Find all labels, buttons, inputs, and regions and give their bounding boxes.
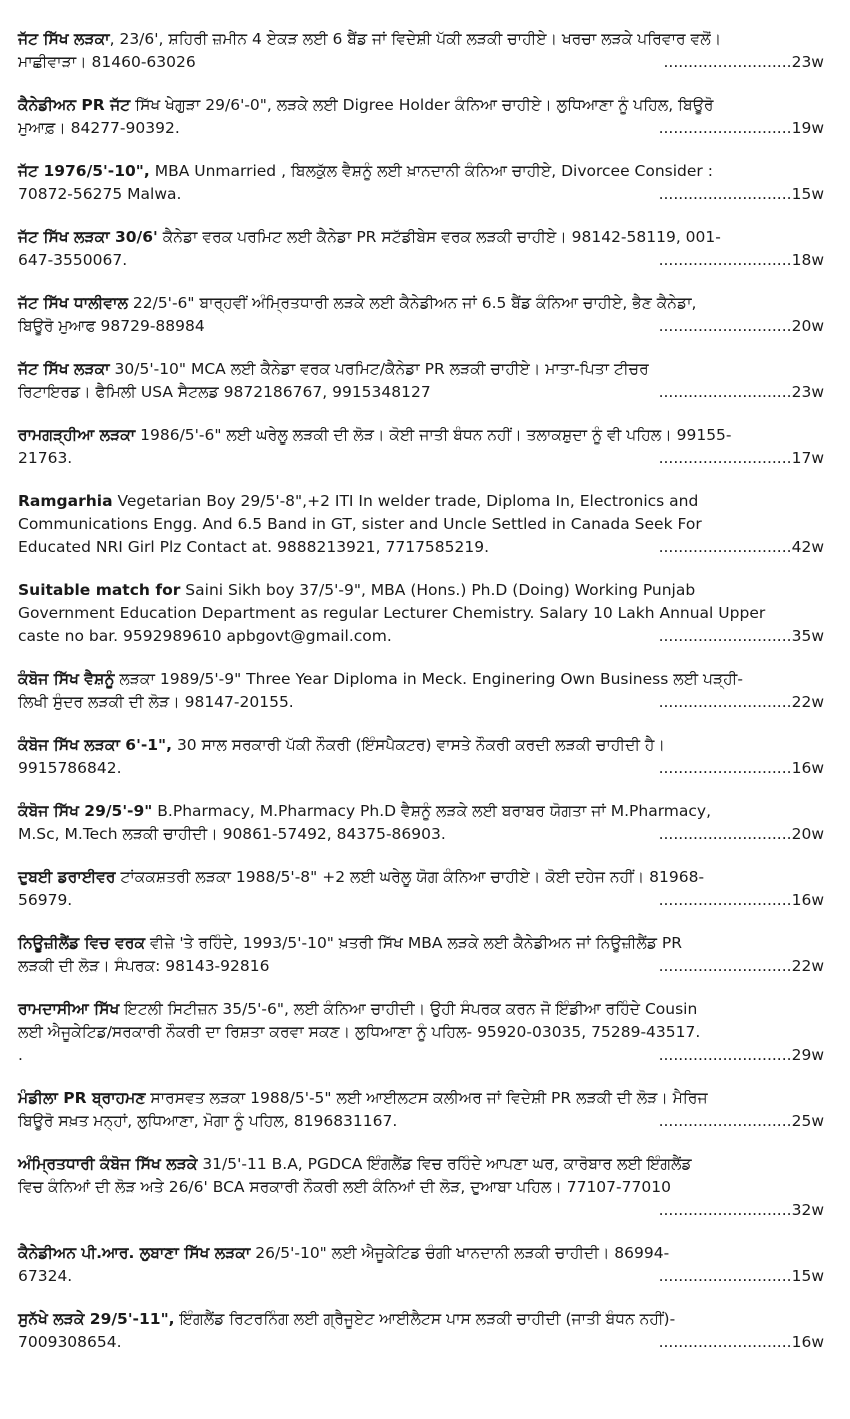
ad-contact: 7009308654. xyxy=(18,1333,122,1351)
ad-lead: ਕੈਨੇਡੀਅਨ PR ਜੱਟ xyxy=(18,96,131,114)
ad-text: 1986/5'-6" ਲਈ ਘਰੇਲੂ ਲੜਕੀ ਦੀ ਲੋੜ। ਕੋਈ ਜਾਤੀ ਬੰਧਨ ਨਹੀਂ। ਤਲਾਕਸ਼ੁਦਾ ਨੂੰ ਵੀ ਪਹਿਲ। 99155- xyxy=(135,426,732,444)
ad-text: 26/5'-10" ਲਈ ਐਜੂਕੇਟਿਡ ਚੰਗੀ ਖਾਨਦਾਨੀ ਲੜਕੀ ਚਾਹੀਦੀ। 86994- xyxy=(250,1244,670,1262)
ad-text: ਸਾਰਸਵਤ ਲੜਕਾ 1988/5'-5" ਲਈ ਆਈਲਟਸ ਕਲੀਅਰ ਜਾਂ ਵਿਦੇਸ਼ੀ PR ਲੜਕੀ ਦੀ ਲੋੜ। ਮੈਰਿਜ xyxy=(145,1089,708,1107)
ad-text-line xyxy=(18,734,824,757)
ad-listing xyxy=(18,28,824,74)
ad-contact: ਮੁਆਫ਼। 84277-90392. xyxy=(18,119,180,137)
ad-text: 30/5'-10" MCA ਲਈ ਕੈਨੇਡਾ ਵਰਕ ਪਰਮਿਟ/ਕੈਨੇਡਾ PR ਲੜਕੀ ਚਾਹੀਏ। ਮਾਤਾ-ਪਿਤਾ ਟੀਚਰ xyxy=(109,360,649,378)
ad-word-count: ...........................17w xyxy=(658,449,824,467)
ad-text: ਵੀਜ਼ੇ 'ਤੇ ਰਹਿੰਦੇ, 1993/5'-10" ਖ਼ਤਰੀ ਸਿੱਖ MBA ਲੜਕੇ ਲਈ ਕੈਨੇਡੀਅਨ ਜਾਂ ਨਿਊਜ਼ੀਲੈਂਡ PR xyxy=(145,934,682,952)
ad-last-line xyxy=(18,117,824,140)
ad-lead: Suitable match for xyxy=(18,581,181,599)
ad-word-count: ...........................23w xyxy=(658,383,824,401)
ad-word-count: ...........................16w xyxy=(658,1333,824,1351)
ad-lead: ਸੁਨੱਖੇ ਲੜਕੇ 29/5'-11", xyxy=(18,1310,175,1328)
ad-lead: ਜੱਟ 1976/5'-10", xyxy=(18,162,150,180)
ad-last-line xyxy=(18,889,824,912)
ad-lead: ਅੰਮ੍ਰਿਤਧਾਰੀ ਕੰਬੋਜ ਸਿੱਖ ਲੜਕੇ xyxy=(18,1155,198,1173)
ad-lead: ਜੱਟ ਸਿੱਖ ਲੜਕਾ xyxy=(18,360,110,378)
ad-contact: ਰਿਟਾਇਰਡ। ਫੈਮਿਲੀ USA ਸੈਟਲਡ 9872186767, 9915348127 xyxy=(18,383,431,401)
ad-lead: ਕੰਬੋਜ ਸਿੱਖ ਵੈਸ਼ਨੂੰ xyxy=(18,670,115,688)
ad-text: MBA Unmarried , ਬਿਲਕੁੱਲ ਵੈਸ਼ਨੂੰ ਲਈ ਖ਼ਾਨਦਾਨੀ ਕੰਨਿਆ ਚਾਹੀਏ, Divorcee Consider : xyxy=(149,162,713,180)
ad-text: 30 ਸਾਲ ਸਰਕਾਰੀ ਪੱਕੀ ਨੌਕਰੀ (ਇੰਸਪੈਕਟਰ) ਵਾਸਤੇ ਨੌਕਰੀ ਕਰਦੀ ਲੜਕੀ ਚਾਹੀਦੀ ਹੈ। xyxy=(172,736,665,754)
ad-last-line xyxy=(18,1044,824,1067)
ad-text: ਇਟਲੀ ਸਿਟੀਜ਼ਨ 35/5'-6", ਲਈ ਕੰਨਿਆ ਚਾਹੀਦੀ। ਉਹੀ ਸੰਪਰਕ ਕਰਨ ਜੋ ਇੰਡੀਆ ਰਹਿੰਦੇ Cousin xyxy=(119,1000,698,1018)
ad-listing xyxy=(18,866,824,912)
ad-last-line xyxy=(18,1331,824,1354)
ad-word-count: ...........................15w xyxy=(658,1267,824,1285)
ad-text-line xyxy=(18,1087,824,1110)
ad-lead: ਨਿਊਜ਼ੀਲੈਂਡ ਵਿਚ ਵਰਕ xyxy=(18,934,146,952)
ad-word-count: ...........................42w xyxy=(658,538,824,556)
ad-word-count: ...........................35w xyxy=(658,627,824,645)
ad-listing xyxy=(18,932,824,978)
ad-text-line xyxy=(18,226,824,249)
ad-text-line xyxy=(18,1242,824,1265)
ad-text-line xyxy=(18,292,824,315)
ad-text-line xyxy=(18,160,824,183)
ad-listing xyxy=(18,1242,824,1288)
ad-word-count: ...........................15w xyxy=(658,185,824,203)
ad-contact: 9915786842. xyxy=(18,759,122,777)
ad-last-line xyxy=(18,1265,824,1288)
ad-lead: ਜੱਟ ਸਿੱਖ ਲੜਕਾ 30/6' xyxy=(18,228,158,246)
ad-text-line xyxy=(18,800,824,823)
ad-listing xyxy=(18,734,824,780)
ad-listing xyxy=(18,579,824,648)
ad-contact: ਲੜਕੀ ਦੀ ਲੋੜ। ਸੰਪਰਕ: 98143-92816 xyxy=(18,957,270,975)
ad-text-line xyxy=(18,579,824,602)
ad-contact: 647-3550067. xyxy=(18,251,128,269)
ad-text: 31/5'-11 B.A, PGDCA ਇੰਗਲੈਂਡ ਵਿਚ ਰਹਿੰਦੇ ਆਪਣਾ ਘਰ, ਕਾਰੋਬਾਰ ਲਈ ਇੰਗਲੈਂਡ xyxy=(197,1155,692,1173)
ad-word-count: ...........................25w xyxy=(658,1112,824,1130)
ad-text: 22/5'-6" ਬਾਰ੍ਹਵੀਂ ਅੰਮ੍ਰਿਤਧਾਰੀ ਲੜਕੇ ਲਈ ਕੈਨੇਡੀਅਨ ਜਾਂ 6.5 ਬੈਂਡ ਕੰਨਿਆ ਚਾਹੀਏ, ਭੈਣ ਕੈਨੇਡਾ, xyxy=(127,294,697,312)
ad-text: ਟਾਂਕਕਸ਼ਤਰੀ ਲੜਕਾ 1988/5'-8" +2 ਲਈ ਘਰੇਲੂ ਯੋਗ ਕੰਨਿਆ ਚਾਹੀਏ। ਕੋਈ ਦਹੇਜ ਨਹੀਂ। 81968- xyxy=(115,868,705,886)
ad-text-line xyxy=(18,668,824,691)
ad-text-line: Communications Engg. And 6.5 Band in GT, sister and Uncle Settled in Canada Seek For xyxy=(18,515,702,533)
ad-listing xyxy=(18,292,824,338)
ad-contact: ਬਿਊਰੋ ਸਖ਼ਤ ਮਨ੍ਹਾਂ, ਲੁਧਿਆਣਾ, ਮੋਗਾ ਨੂੰ ਪਹਿਲ, 8196831167. xyxy=(18,1112,398,1130)
ad-contact: M.Sc, M.Tech ਲੜਕੀ ਚਾਹੀਦੀ। 90861-57492, 84375-86903. xyxy=(18,825,446,843)
ad-word-count: ...........................20w xyxy=(658,825,824,843)
ad-listing xyxy=(18,226,824,272)
ad-last-line xyxy=(18,757,824,780)
ad-word-count: ...........................22w xyxy=(658,957,824,975)
ad-text-line xyxy=(18,28,824,51)
ad-text: B.Pharmacy, M.Pharmacy Ph.D ਵੈਸ਼ਨੂੰ ਲੜਕੇ ਲਈ ਬਰਾਬਰ ਯੋਗਤਾ ਜਾਂ M.Pharmacy, xyxy=(152,802,712,820)
ad-text-line: ਵਿਚ ਕੰਨਿਆਂ ਦੀ ਲੋੜ ਅਤੇ 26/6' BCA ਸਰਕਾਰੀ ਨੌਕਰੀ ਲਈ ਕੰਨਿਆਂ ਦੀ ਲੋੜ, ਦੁਆਬਾ ਪਹਿਲ। 77107-77010 xyxy=(18,1178,671,1196)
ad-word-count: ...........................16w xyxy=(658,891,824,909)
ad-text-line xyxy=(18,424,824,447)
ad-text: Vegetarian Boy 29/5'-8",+2 ITI In welder trade, Diploma In, Electronics and xyxy=(112,492,699,510)
ad-listing xyxy=(18,800,824,846)
ad-word-count: ...........................29w xyxy=(658,1046,824,1064)
ad-listing xyxy=(18,424,824,470)
ad-listing xyxy=(18,94,824,140)
ad-text-line xyxy=(18,1153,824,1176)
ad-listing xyxy=(18,490,824,559)
ad-last-line xyxy=(18,823,824,846)
ad-text: ਲੜਕਾ 1989/5'-9" Three Year Diploma in Meck. Enginering Own Business ਲਈ ਪੜ੍ਹੀ- xyxy=(114,670,743,688)
ad-contact: ਲਿਖੀ ਸੁੰਦਰ ਲੜਕੀ ਦੀ ਲੋੜ। 98147-20155. xyxy=(18,693,294,711)
ad-contact: ਬਿਊਰੋ ਮੁਆਫ 98729-88984 xyxy=(18,317,205,335)
ad-lead: ਜੱਟ ਸਿੱਖ ਧਾਲੀਵਾਲ xyxy=(18,294,128,312)
ad-text: , 23/6', ਸ਼ਹਿਰੀ ਜ਼ਮੀਨ 4 ਏਕੜ ਲਈ 6 ਬੈਂਡ ਜਾਂ ਵਿਦੇਸ਼ੀ ਪੱਕੀ ਲੜਕੀ ਚਾਹੀਏ। ਖਰਚਾ ਲੜਕੇ ਪਰਿਵਾਰ ਵਲੋਂ। xyxy=(109,30,722,48)
ad-contact: 67324. xyxy=(18,1267,73,1285)
ad-lead: Ramgarhia xyxy=(18,492,113,510)
ad-last-line xyxy=(18,1110,824,1133)
ad-text-line: ਲਈ ਐਜੂਕੇਟਿਡ/ਸਰਕਾਰੀ ਨੌਕਰੀ ਦਾ ਰਿਸ਼ਤਾ ਕਰਵਾ ਸਕਣ। ਲੁਧਿਆਣਾ ਨੂੰ ਪਹਿਲ- 95920-03035, 75289-43517. xyxy=(18,1023,701,1041)
ad-lead: ਰਾਮਗੜ੍ਹੀਆ ਲੜਕਾ xyxy=(18,426,136,444)
ad-word-count: ..........................23w xyxy=(663,53,824,71)
ad-listing xyxy=(18,1087,824,1133)
ad-contact: 70872-56275 Malwa. xyxy=(18,185,182,203)
ad-text-line: Government Education Department as regular Lecturer Chemistry. Salary 10 Lakh Annual Upper xyxy=(18,604,766,622)
ad-contact: . xyxy=(18,1046,23,1064)
ad-lead: ਰਾਮਦਾਸੀਆ ਸਿੱਖ xyxy=(18,1000,120,1018)
ad-text-line xyxy=(18,94,824,117)
ad-text-line xyxy=(18,490,824,513)
ad-contact: caste no bar. 9592989610 apbgovt@gmail.com. xyxy=(18,627,392,645)
ad-text-line xyxy=(18,866,824,889)
ad-lead: ਕੰਬੋਜ ਸਿੱਖ ਲੜਕਾ 6'-1", xyxy=(18,736,173,754)
ad-lead: ਮੰਡੀਲਾ PR ਬ੍ਰਾਹਮਣ xyxy=(18,1089,146,1107)
ad-word-count: ...........................16w xyxy=(658,759,824,777)
ad-word-count: ...........................19w xyxy=(658,119,824,137)
ad-word-count: ...........................20w xyxy=(658,317,824,335)
ad-last-line xyxy=(18,381,824,404)
ad-text-line xyxy=(18,932,824,955)
ad-text: ਇੰਗਲੈਂਡ ਰਿਟਰਨਿੰਗ ਲਈ ਗ੍ਰੈਜੂਏਟ ਆਈਲੈਟਸ ਪਾਸ ਲੜਕੀ ਚਾਹੀਦੀ (ਜਾਤੀ ਬੰਧਨ ਨਹੀਂ)- xyxy=(174,1310,676,1328)
ad-last-line xyxy=(18,625,824,648)
ad-word-count: ...........................32w xyxy=(658,1201,824,1219)
ad-listing xyxy=(18,1153,824,1222)
ad-contact: ਮਾਛੀਵਾੜਾ। 81460-63026 xyxy=(18,53,196,71)
ad-lead: ਦੁਬਈ ਡਰਾਈਵਰ xyxy=(18,868,116,886)
ad-word-count: ...........................22w xyxy=(658,693,824,711)
ad-contact: 56979. xyxy=(18,891,73,909)
ad-lead: ਕੰਬੋਜ ਸਿੱਖ 29/5'-9" xyxy=(18,802,153,820)
ad-listing xyxy=(18,358,824,404)
ad-last-line xyxy=(18,249,824,272)
ad-text: ਸਿੱਖ ਖੇਗੁੜਾ 29/6'-0", ਲੜਕੇ ਲਈ Digree Holder ਕੰਨਿਆ ਚਾਹੀਏ। ਲੁਧਿਆਣਾ ਨੂੰ ਪਹਿਲ, ਬਿਊਰੋ xyxy=(130,96,714,114)
ad-text-line xyxy=(18,1308,824,1331)
ad-last-line xyxy=(18,315,824,338)
ad-listing xyxy=(18,998,824,1067)
ad-word-count: ...........................18w xyxy=(658,251,824,269)
ad-last-line xyxy=(18,955,824,978)
ad-contact: Educated NRI Girl Plz Contact at. 9888213921, 7717585219. xyxy=(18,538,490,556)
ad-lead: ਕੈਨੇਡੀਅਨ ਪੀ.ਆਰ. ਲੁਬਾਣਾ ਸਿੱਖ ਲੜਕਾ xyxy=(18,1244,251,1262)
ad-last-line xyxy=(18,183,824,206)
ad-text: ਕੈਨੇਡਾ ਵਰਕ ਪਰਮਿਟ ਲਈ ਕੈਨੇਡਾ PR ਸਟੱਡੀਬੇਸ ਵਰਕ ਲੜਕੀ ਚਾਹੀਏ। 98142-58119, 001- xyxy=(157,228,721,246)
ad-lead: ਜੱਟ ਸਿੱਖ ਲੜਕਾ xyxy=(18,30,110,48)
ad-listing xyxy=(18,160,824,206)
ad-contact: 21763. xyxy=(18,449,73,467)
ad-text-line xyxy=(18,998,824,1021)
ad-text-line xyxy=(18,358,824,381)
ad-listing xyxy=(18,1308,824,1354)
ad-listing xyxy=(18,668,824,714)
ad-last-line xyxy=(18,447,824,470)
ad-last-line xyxy=(18,536,824,559)
ad-last-line xyxy=(18,51,824,74)
ad-text: Saini Sikh boy 37/5'-9", MBA (Hons.) Ph.D (Doing) Working Punjab xyxy=(180,581,696,599)
ad-last-line xyxy=(18,691,824,714)
ad-last-line xyxy=(18,1199,824,1222)
